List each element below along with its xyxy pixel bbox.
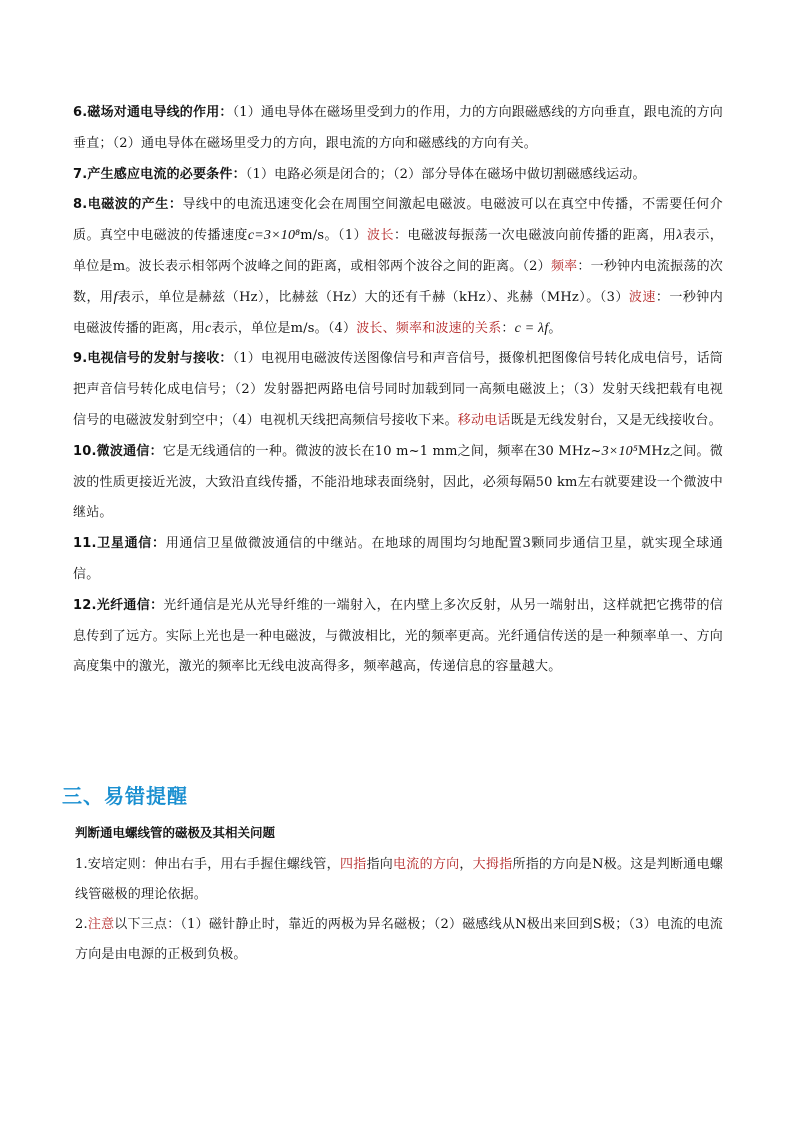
tips-list xyxy=(75,850,723,970)
highlight-term: 波速 xyxy=(628,289,656,305)
paragraph-text: 表示，单位是m/s。（4） xyxy=(211,320,357,336)
sub-title: 判断通电螺线管的磁极及其相关问题 xyxy=(75,825,276,840)
paragraph-text: m/s。（1） xyxy=(300,228,368,244)
paragraph-text: 指向 xyxy=(366,857,394,872)
paragraph-text: （1）电视用电磁波传送图像信号和声音信号，摄像机把图像信号转化成电信号，话筒把声音信号转化成电信号；（2）发射器把两路电信号同时加载到同一高频电磁波上；（3）发射天线把载有电视信号的电磁波发射到空中；（4）电视机天线把高频信号接收下来。 xyxy=(73,351,723,428)
highlight-term: 频率 xyxy=(550,258,578,274)
section-title: 三、易错提醒 xyxy=(62,784,188,808)
highlight-term: 移动电话 xyxy=(457,412,511,428)
paragraph-text: 光纤通信是光从光导纤维的一端射入，在内壁上多次反射，从另一端射出，这样就把它携带的信息传到了远方。实际上光也是一种电磁波，与微波相比，光的频率更高。光纤通信传送的是一种频率单一、方向高度集中的激光，激光的频率比无线电波高得多，频率越高，传递信息的容量越大。 xyxy=(73,597,723,675)
item-heading: 11.卫星通信： xyxy=(73,536,166,552)
paragraph-text: 2. xyxy=(75,917,88,932)
paragraph-text: ：电磁波每振荡一次电磁波向前传播的距离，用 xyxy=(393,228,677,244)
paragraph-text: 表示，单位是赫兹（Hz），比赫兹（Hz）大的还有千赫（kHz）、兆赫（MHz）。（3） xyxy=(117,289,629,305)
item-heading: 7.产生感应电流的必要条件： xyxy=(73,166,246,182)
item-heading: 9.电视信号的发射与接收： xyxy=(73,351,233,367)
highlight-term: 波长、频率和波速的关系 xyxy=(356,320,502,336)
formula: λ xyxy=(676,228,683,244)
knowledge-item xyxy=(73,344,723,436)
highlight-term: 注意 xyxy=(87,917,115,932)
paragraph-text: 以下三点：（1）磁针静止时，靠近的两极为异名磁极；（2）磁感线从N极出来回到S极；（3）电流的电流方向是由电源的正极到负极。 xyxy=(75,917,723,962)
paragraph-text: 用通信卫星做微波通信的中继站。在地球的周围均匀地配置3颗同步通信卫星，就实现全球通信。 xyxy=(73,536,723,582)
knowledge-item xyxy=(73,160,723,191)
paragraph-text: （1）电路必须是闭合的；（2）部分导体在磁场中做切割磁感线运动。 xyxy=(245,166,646,182)
formula: c xyxy=(205,320,212,336)
paragraph-text: 所指的方向是N极。这是判断通电螺线管磁极的理论依据。 xyxy=(75,857,724,902)
knowledge-item xyxy=(73,98,723,160)
formula: c = λf xyxy=(514,320,549,336)
paragraph-text: （1）通电导体在磁场里受到力的作用，力的方向跟磁感线的方向垂直，跟电流的方向垂直；（2）通电导体在磁场里受力的方向，跟电流的方向和磁感线的方向有关。 xyxy=(73,105,723,151)
knowledge-item xyxy=(73,591,723,683)
paragraph-text: 。 xyxy=(548,320,562,336)
highlight-term: 波长 xyxy=(367,228,394,244)
paragraph-text: 表示，单位是m。波长表示相邻两个波峰之间的距离，或相邻两个波谷之间的距离。（2） xyxy=(73,228,723,274)
formula: 3×10⁵ xyxy=(601,443,638,459)
paragraph-text: ： xyxy=(501,320,515,336)
highlight-term: 四指 xyxy=(339,857,367,872)
knowledge-item xyxy=(73,190,723,344)
tip-item xyxy=(75,910,723,970)
item-heading: 8.电磁波的产生： xyxy=(73,197,183,213)
paragraph-text: 既是无线发射台，又是无线接收台。 xyxy=(510,412,722,428)
knowledge-points xyxy=(73,98,723,683)
formula: f xyxy=(113,289,118,305)
tip-item xyxy=(75,850,723,910)
paragraph-text: 导线中的电流迅速变化会在周围空间激起电磁波。电磁波可以在真空中传播，不需要任何介质。真空中电磁波的传播速度 xyxy=(73,197,723,244)
paragraph-text: ：一秒钟内电流振荡的次数，用 xyxy=(73,258,724,305)
paragraph-text: 它是无线通信的一种。微波的波长在10 m~1 mm之间，频率在30 MHz~ xyxy=(162,443,602,459)
paragraph-text: MHz之间。微波的性质更接近光波，大致沿直线传播，不能沿地球表面绕射，因此，必须每隔50 km左右就要建设一个微波中继站。 xyxy=(73,443,723,521)
knowledge-item xyxy=(73,437,723,529)
item-heading: 10.微波通信： xyxy=(73,443,163,459)
highlight-term: 电流的方向 xyxy=(393,857,460,872)
item-heading: 12.光纤通信： xyxy=(73,597,164,613)
paragraph-text: ， xyxy=(459,857,473,872)
highlight-term: 大拇指 xyxy=(472,857,513,872)
item-heading: 6.磁场对通电导线的作用： xyxy=(73,105,233,120)
paragraph-text: 1.安培定则：伸出右手，用右手握住螺线管， xyxy=(75,857,340,872)
paragraph-text: ：一秒钟内电磁波传播的距离，用 xyxy=(73,289,723,336)
formula: c=3×10⁸ xyxy=(247,228,301,244)
knowledge-item xyxy=(73,529,723,591)
